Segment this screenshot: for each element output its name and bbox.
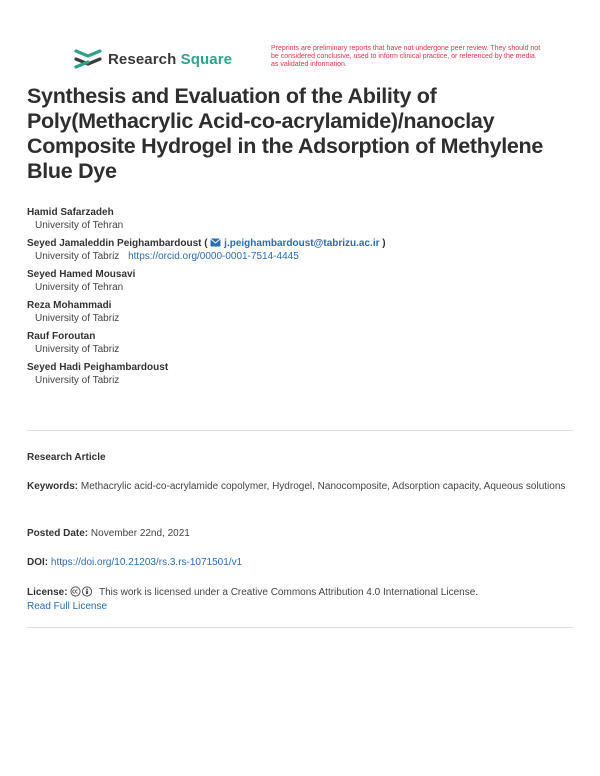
divider <box>27 627 573 628</box>
corresponding-author: Seyed Jamaleddin Peighambardoust ( j.peighambardoust@tabrizu.ac.ir ) <box>27 238 386 249</box>
read-full-license-link[interactable]: Read Full License <box>27 601 108 612</box>
author-affiliation: University of Tabriz <box>35 375 120 386</box>
author-affiliation: University of Tabriz <box>35 313 120 324</box>
author-email-link[interactable]: j.peighambardoust@tabrizu.ac.ir <box>224 238 380 249</box>
keywords <box>27 480 573 494</box>
license <box>27 586 573 614</box>
posted-date-label: Posted Date: <box>27 528 89 539</box>
license-label: License: <box>27 587 68 598</box>
author-affiliation: University of Tabriz <box>35 344 120 355</box>
author-name: Seyed Jamaleddin Peighambardoust <box>27 238 202 249</box>
preprint-notice: Preprints are preliminary reports that have not undergone peer review. They should not be considered conclusive, used to inform clinical practice, or referenced by the media as validated information. <box>271 45 541 68</box>
brand-name: Research Square <box>108 50 233 68</box>
author-name: Seyed Hadi Peighambardoust <box>27 362 169 373</box>
paper-title: Synthesis and Evaluation of the Ability of Poly(Methacrylic Acid-co-acrylamide)/nanoclay Composite Hydrogel in the Adsorption of Methylene Blue Dye <box>27 84 544 183</box>
research-square-logo[interactable] <box>74 47 232 71</box>
license-text: This work is licensed under a Creative Commons Attribution 4.0 International License. <box>98 587 479 598</box>
envelope-icon <box>210 238 221 247</box>
posted-date-value: November 22nd, 2021 <box>90 528 190 539</box>
orcid-link[interactable]: https://orcid.org/0000-0001-7514-4445 <box>128 251 299 262</box>
article-type: Research Article <box>27 452 106 463</box>
author-affiliation-line <box>35 250 577 263</box>
keywords-label: Keywords: <box>27 481 79 492</box>
author-affiliation: University of Tabriz <box>35 251 120 262</box>
doi-link[interactable]: https://doi.org/10.21203/rs.3.rs-1071501/v1 <box>50 557 243 568</box>
doi-label: DOI: <box>27 557 49 568</box>
keywords-value: Methacrylic acid-co-acrylamide copolymer, Hydrogel, Nanocomposite, Adsorption capacity, Aqueous solutions <box>80 481 566 492</box>
author-name: Reza Mohammadi <box>27 300 112 311</box>
author-name: Seyed Hamed Mousavi <box>27 269 136 280</box>
doi <box>27 556 573 570</box>
author-name: Hamid Safarzadeh <box>27 207 114 218</box>
author-name: Rauf Foroutan <box>27 331 96 342</box>
author-affiliation: University of Tehran <box>35 220 124 231</box>
research-square-logo-icon <box>74 47 102 71</box>
creative-commons-icon <box>70 586 94 597</box>
author-list <box>27 206 577 392</box>
posted-date <box>27 527 573 541</box>
divider <box>27 430 573 431</box>
author-affiliation: University of Tehran <box>35 282 124 293</box>
